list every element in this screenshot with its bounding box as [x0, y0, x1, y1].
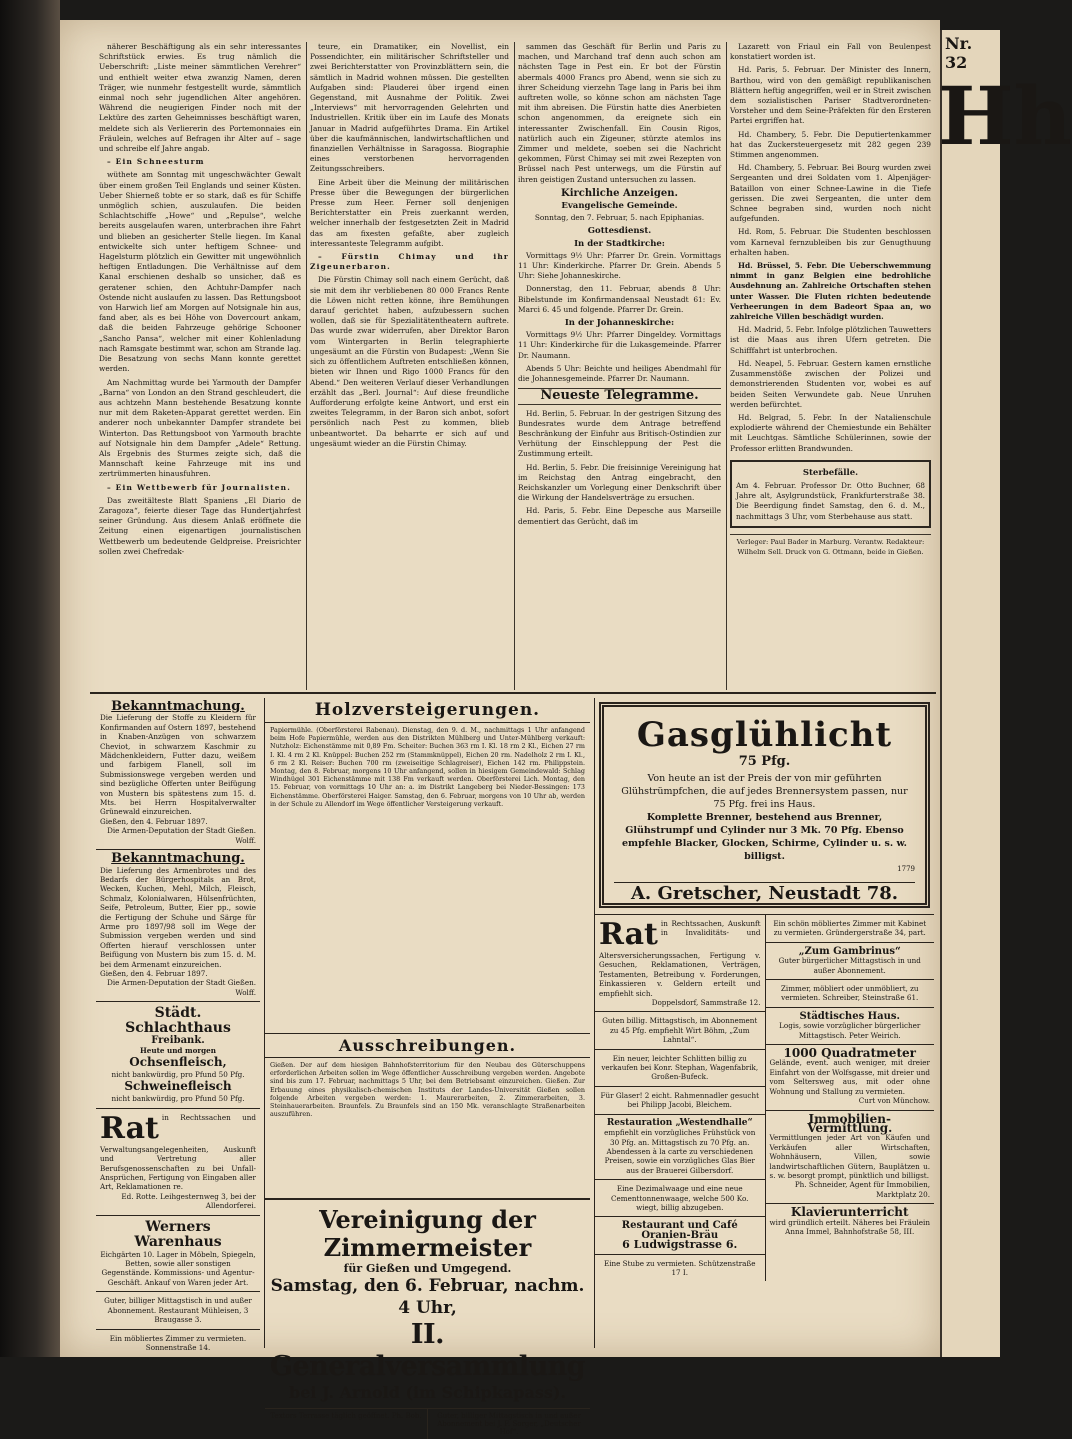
ad-westendhalle	[595, 1115, 765, 1180]
ad-column-2	[264, 698, 590, 1436]
ad-mittagstisch-3: Guten billig. Mittagstisch, im Abonnement zu 45 Pfg. empfiehlt Wirt Böhm, „Zum Lahntal“.	[595, 1012, 765, 1049]
ad-big-word: Rat	[100, 1110, 159, 1146]
ad-textors: Textors Terrasse täglich geöffnet. Ph. Bob.	[270, 1412, 422, 1420]
church-subheading: Gottesdienst.	[587, 226, 652, 237]
death-notices-heading: Sterbefälle.	[802, 467, 859, 478]
telegram-text: Hd. Chambery, 5. Febr. Die Deputiertenkammer hat das Zuckersteuergesetz mit 282 gegen 239 Stimmen angenommen.	[730, 129, 931, 160]
ad-stube: Eine Stube zu vermieten. Schützenstraße 17 I.	[603, 1258, 756, 1277]
church-heading: Kirchliche Anzeigen.	[561, 187, 678, 199]
ad-location: bei J. Arnold (im Schipkapass).	[289, 1383, 566, 1402]
church-text: Vormittags 9½ Uhr: Pfarrer Dingeldey. Vormittags 11 Uhr: Kinderkirche für die Lukasgemeinde. Pfarrer Dr. Naumann.	[518, 330, 721, 360]
article-heading: – Ein Schneesturm	[107, 157, 205, 167]
timber-auction-heading: Holzversteigerungen.	[265, 698, 590, 723]
ad-text: Guter bürgerlicher Mittagstisch in und außer Abonnement.	[778, 956, 921, 975]
section-divider	[90, 692, 936, 694]
ad-title: Städt. Schlachthaus	[125, 1005, 231, 1037]
ad-title: „Zum Gambrinus“	[798, 945, 901, 957]
ad-text: Von heute an ist der Preis der von mir geführten Glühstrümpfchen, die auf jedes Brennersystem passen, nur 75 Pfg. frei ins Haus.	[621, 773, 908, 810]
telegram-text: Hd. Belgrad, 5. Febr. In der Natalienschule explodierte während der Chemiestunde ein Behälter mit Leuchtgas. Sämtliche Schülerinnen, sowie der Professor erlitten Brandwunden.	[730, 412, 931, 453]
ad-text: Heute und morgen	[140, 1045, 216, 1055]
ad-mittagstisch-2: Guter, billiger Mittagstisch in und außer Abonnement bei J. F. Sorger, „Deutscher Hof“.	[427, 1409, 590, 1439]
telegram-text: Hd. Berlin, 5. Febr. Die freisinnige Vereinigung hat im Reichstag den Antrag eingebracht, den Reichskanzler um Vorlegung einer Denkschrift über die Wirkung der Handelsverträge zu ersuchen.	[518, 462, 721, 503]
ad-signature: Doppelsdorf, Sammstraße 12.	[651, 998, 761, 1008]
ad-bekanntmachung-2	[96, 850, 260, 1002]
ad-werner	[96, 1216, 260, 1293]
adjacent-page-number: Nr. 32	[945, 34, 973, 72]
telegram-text: Hd. Brüssel, 5. Febr. Die Ueberschwemmung nimmt in ganz Belgien eine bedrohliche Ausdehnung an. Zahlreiche Ortschaften stehen unter Wasser. Die Fluten richten bedeutende Verheerungen in dem Badeort Spaa an, wo zahlreiche Villen beschädigt wurden.	[730, 261, 931, 322]
article-text: näherer Beschäftigung als ein sehr interessantes Schriftstück erwies. Es trug nämlich die Ueberschrift: „Liste meiner sämmtlichen Verehrer“ und enthielt weiter etwa zwanzig Namen, deren Träger, wie nunmehr festgestellt wurde, sämmtlich einmal noch sehr jugendlichen Alter angehören. Während die neugierigen Finder noch mit der Lektüre des zarten Geheimnisses beschäftigt waren, meldete sich als Verliererin des Portemonnaies ein Fräulein, welches auf Befragen ihr Alter auf – sage und schreibe elf Jahre angab.	[99, 42, 301, 154]
timber-auction-text: Papiermühle. (Oberförsterei Rabenau). Dienstag, den 9. d. M., nachmittags 1 Uhr anfangend beim Hofe Papiermühle, werden aus den Distrikten Mühlberg und Unter-Mühlberg verkauft: Nutzholz: Eichenstämme mit 0,89 Fm. Scheiter: Buchen 363 rm I. Kl. 18 rm 2 Kl., Eichen 27 rm I. Kl. 4 rm 2 Kl. Knüppel: Buchen 252 rm (Stammknüppel), Eichen 20 rm. Nadelholz 2 rm I. Kl., 6 rm 2 Kl. Reiser: Buchen 700 rm (zweiseitige Schlagreiser), Eichen 142 rm. Philippstein. Montag, den 8. Februar, morgens 10 Uhr anfangend, sollen in hiesigem Gemeindewald: Schlag Windhügel 301 Eichenstämme mit 138 Fm verkauft werden. Oberförsterei Lich. Montag, den 15. Februar, von vormittags 10 Uhr an: a. im Distrikt Langeberg bei Nieder-Bessingen: 173 Eichenstämme. Oberförsterei Haiger. Samstag, den 6. Februar, morgens von 10 Uhr ab, werden in der Schule zu Allendorf im Wege öffentlicher Versteigerung verkauft.	[270, 726, 585, 808]
scan-edge-left	[0, 0, 60, 1357]
ad-number: 1779	[897, 865, 915, 873]
ad-signature: A. Gretscher, Neustadt 78.	[614, 882, 915, 900]
church-subheading: Evangelische Gemeinde.	[561, 201, 678, 212]
article-text: Am Nachmittag wurde bei Yarmouth der Dampfer „Barna“ von London an den Strand geschleudert, die aus achtzehn Mann bestehende Besatzung konnte nur mit dem Raketen-Apparat gerettet werden. Ein anderer noch unbekannter Dampfer strandete bei Winterton. Das Rettungsboot von Yarmouth brachte auf Notsignale hin dem Dampfer „Adele“ Rettung. Als Ergebnis des Sturmes zeigte sich, daß die Mannschaft keine Fahrzeuge mit ins und zertrümmerten hinausfuhren.	[99, 377, 301, 479]
ad-mittagstisch-1: Guter, billiger Mittagstisch in und außer Abonnement. Restaurant Mühleisen, 3 Braugasse 3.	[96, 1292, 260, 1329]
tenders-heading: Ausschreibungen.	[265, 1033, 590, 1058]
newspaper-page	[60, 20, 940, 1436]
ad-title: 1000 Quadratmeter	[783, 1046, 916, 1061]
article-column-2	[306, 42, 512, 690]
article-heading: – Ein Wettbewerb für Journalisten.	[107, 482, 291, 492]
ad-kabinet: Ein schön möbliertes Zimmer mit Kabinet zu vermieten. Gründergerstraße 34, part.	[766, 915, 935, 943]
ad-zimmer-2: Zimmer, möbliert oder unmöbliert, zu vermieten. Schreiber, Steinstraße 61.	[766, 980, 935, 1008]
death-notices-box	[730, 460, 931, 528]
ad-schlachthaus	[96, 1002, 260, 1109]
ad-signature: Ed. Rotte. Leihgesternweg 3, bei der Allendorferei.	[121, 1191, 256, 1211]
ad-text: Gelände, event. auch weniger, mit dreier Einfahrt von der Wolfsgasse, mit dreier und vom Seltersweg aus, mit oder ohne Wohnung und Stallung zu vermieten.	[769, 1058, 930, 1096]
ad-gambrinus	[766, 943, 935, 980]
ad-price: 75 Pfg.	[738, 754, 791, 769]
ad-text: Die Lieferung der Stoffe zu Kleidern für Konfirmanden auf Ostern 1897, bestehend in Knaben-Anzügen von schwarzem Cheviot, in schwarzem Kaschmir zu Mädchenkleidern, Futter dazu, weißem und farbigem Flanell, soll im Submissionswege vergeben werden und sind bezügliche Offerten unter Beifügung von Mustern bis spätestens zum 15. d. Mts. bei Herrn Hospitalverwalter Grünewald einzureichen.	[100, 713, 256, 817]
ad-text: empfiehlt ein vorzügliches Frühstück von 30 Pfg. an. Mittagstisch zu 70 Pfg. an. Abendessen à la carte zu verschiedenen Preisen, sowie ein vorzügliches Glas Bier aus der Brauerei Gilbersdorf.	[604, 1128, 756, 1175]
ad-oranien-braeu	[595, 1217, 765, 1254]
ad-title: Restauration „Westendhalle“	[606, 1117, 753, 1128]
ad-subtitle: Freibank.	[151, 1035, 205, 1047]
ad-immobilien	[766, 1111, 935, 1205]
ad-text: Komplette Brenner, bestehend aus Brenner, Glühstrumpf und Cylinder nur 3 Mk. 70 Pfg. Ebenso empfehle Blacker, Glocken, Schirme, Cylinder u. s. w. billigst.	[622, 812, 907, 862]
ad-subcolumn-left	[595, 915, 765, 1281]
article-column-3	[514, 42, 724, 690]
ad-date: Gießen, den 4. Februar 1897.	[100, 968, 208, 978]
ad-product: Ochsenfleisch,	[129, 1055, 227, 1069]
ad-text: Die Lieferung des Armenbrotes und des Bedarfs der Bürgerhospitals an Brot, Wecken, Kuchen, Mehl, Milch, Fleisch, Schmalz, Kolonialwaren, Hülsenfrüchten, Seife, Petroleum, Butter, Eier pp., sowie die Fertigung der Schuhe und Särge für Arme pro 1897/98 soll im Wege der Submission vergeben werden und sind Offerten hierauf verschlossen unter Beifügung von Mustern bis zum 15. d. M. bei dem Armenamt einzureichen.	[100, 865, 256, 969]
church-text: Donnerstag, den 11. Februar, abends 8 Uhr: Bibelstunde im Konfirmandensaal Neustadt 61: Ev. Marci 6. 45 und folgende. Pfarrer Dr. Grein.	[518, 284, 721, 314]
ad-schlitten: Ein neuer, leichter Schlitten billig zu verkaufen bei Konr. Stephan, Wagenfabrik, Großen-Bufeck.	[595, 1050, 765, 1087]
ad-klavierunterricht	[766, 1204, 935, 1240]
ad-text: Vermittlungen jeder Art von Käufen und Verkäufen aller Wirtschaften, Wohnhäusern, Villen, sowie landwirtschaftlichen Gütern, Bauplätzen u. s. w. besorgt prompt, pünktlich und billigst.	[769, 1133, 930, 1180]
article-column-4	[726, 42, 934, 690]
ad-title: Bekanntmachung.	[111, 699, 245, 714]
article-text: wüthete am Sonntag mit ungeschwächter Gewalt über einem großen Teil Englands und seiner Küsten. Ueber Shierneß tobte er so stark, daß es für Schiffe unmöglich schien, auszulaufen. Die beiden Schlachtschiffe „Howe“ und „Repulse“, welche bereits ausgelaufen waren, unterbrachen ihre Fahrt und blieben an gesicherter Stelle liegen. Im Kanal entwickelte sich unter heftigem Schnee- und Hagelsturm plötzlich ein Gewitter mit ungewöhnlich heftigen Entladungen. Die Verhältnisse auf dem Kanal erschienen deshalb so unsicher, daß es geratener schien, den Achtuhr-Dampfer nach Ostende nicht auslaufen zu lassen. Das Rettungsboot von Harwich lief am Morgen auf Notsignale hin aus, fand aber, als es bei Höhe von Dovercourt ankam, daß die beiden Fahrzeuge gehörige Schooner „Sancho Pansa“, welcher mit einer Kohlenladung nach Ramsgate bestimmt war, schon am Strande lag. Die Besatzung von sechs Mann konnte gerettet werden.	[99, 170, 301, 374]
ad-split	[595, 914, 934, 1281]
ad-title: Immobilien-Vermittlung.	[807, 1111, 893, 1135]
publisher-line: Verleger: Paul Bader in Marburg. Verantw. Redakteur: Wilhelm Sell. Druck von G. Ottmann, beide in Gießen.	[730, 534, 931, 557]
ad-signature: Die Armen-Deputation der Stadt Gießen. Wolff.	[107, 978, 256, 997]
telegram-text: Hd. Berlin, 5. Februar. In der gestrigen Sitzung des Bundesrates wurde dem Antrage betreffend Beschränkung der Einfuhr aus Britisch-Ostindien zur Verhütung der Einschleppung der Pest die Zustimmung erteilt.	[518, 408, 721, 459]
ad-subtitle: für Gießen und Umgegend.	[343, 1262, 512, 1275]
church-text: Sonntag, den 7. Februar, 5. nach Epiphanias.	[534, 213, 705, 223]
telegram-heading: Neueste Telegramme.	[518, 388, 721, 404]
article-heading: – Fürstin Chimay und ihr Zigeunerbaron.	[310, 252, 509, 272]
ad-price: nicht bankwürdig, pro Pfund 50 Pfg.	[111, 1070, 245, 1079]
ad-address: 6 Ludwigstrasse 6.	[622, 1238, 738, 1252]
ad-title: Werners Warenhaus	[134, 1218, 222, 1250]
ad-text: in Rechtssachen und Verwaltungsangelegenheiten, Auskunft und Vertretung aller Berufsgenossenschaften zu bei Unfall-Ansprüchen, Fertigung von Eingaben aller Art, Reklamationen re.	[100, 1112, 256, 1192]
ad-text: in Rechtssachen, Auskunft in Invaliditäts- und Altersversicherungssachen, Fertigung v. Gesuchen, Reklamationen, Verträgen, Testamenten, Betreibung v. Forderungen, Einkassieren v. Geldern erteilt und empfiehlt sich.	[599, 919, 761, 998]
ad-gasgluehlicht	[599, 702, 930, 908]
article-text: Das zweitälteste Blatt Spaniens „El Diario de Zaragoza“, feierte dieser Tage das Hundertjahrfest seiner Gründung. Aus diesem Anlaß eröffnete die Zeitung einen eigenartigen journalistischen Wettbewerb um bedeutende Geldpreise. Preisrichter sollen zwei Chefredak-	[99, 495, 301, 556]
tenders-text: Gießen. Der auf dem hiesigen Bahnhofsterritorium für den Neubau des Güterschuppens erforderlichen Arbeiten sollen im Wege öffentlicher Ausschreibung vergeben werden. Angebote sind bis zum 17. Februar, nachmittags 5 Uhr, bei dem Betriebsamt einzureichen. Gießen. Zur Erbauung eines physikalisch-chemischen Instituts der Landes-Universität Gießen sollen folgende Arbeiten vergeben werden: 1. Maurerarbeiten, 2. Zimmerarbeiten, 3. Steinhauerarbeiten. Braunfels. Zu Braunfels sind an 150 Mk. veranschlagte Straßenarbeiten auszuführen.	[270, 1061, 585, 1119]
ad-text: Logis, sowie vorzüglicher bürgerlicher Mittagstisch. Peter Weirich.	[779, 1021, 921, 1040]
ad-title: Bekanntmachung.	[111, 851, 245, 867]
article-text: sammen das Geschäft für Berlin und Paris zu machen, und Marchand traf denn auch schon am nächsten Tage in Pest ein. Er bot der Fürstin abermals 4000 Francs pro Abend, wenn sie sich zu ihrer Scheidung vierzehn Tage lang in Paris bei ihm auftreten wolle, so könne schon am nächsten Tage mit ihm abreisen. Die Fürstin hatte dies Anerbieten schon angenommen, da ereignete sich ein interessanter Zwischenfall. Ein Cousin Rigos, natürlich auch ein Zigeuner, stürzte atemlos ins Zimmer und meldete, soeben sei die Nachricht gekommen, Fürst Chimay sei mit zwei Rezepten von Brüssel nach Pest unterwegs, um die Fürstin auf ihren geistigen Zustand untersuchen zu lassen.	[518, 42, 721, 184]
ad-rat-1	[96, 1109, 260, 1216]
ad-zimmer-1: Ein möbliertes Zimmer zu vermieten. Sonnenstraße 14.	[109, 1333, 247, 1352]
ad-title: Gasglühlicht	[636, 715, 893, 755]
church-subheading: In der Stadtkirche:	[574, 238, 665, 249]
ad-date: Gießen, den 4. Februar 1897.	[100, 816, 208, 826]
death-notices-text: Am 4. Februar. Professor Dr. Otto Buchner, 68 Jahre alt, Asylgrundstück, Frankfurterstraße 38. Die Beerdigung findet Samstag, den 6. d. M., nachmittags 3 Uhr, vom Sterbehause aus statt.	[736, 480, 925, 521]
ad-glaser: Für Glaser! 2 eicht. Rahmennadler gesucht bei Philipp Jacobi, Bleichem.	[595, 1087, 765, 1115]
article-text: teure, ein Dramatiker, ein Novellist, ein Possendichter, ein militärischer Schriftsteller und zwei Berichterstatter von Provinzblättern sein, die sämtlich in Madrid wohnen müssen. Die gestellten Aufgaben sind: Plauderei über irgend einen Gegenstand, mit Ausnahme der Politik. Zwei „Interviews“ mit hervorragenden Gelehrten und Industriellen. Kritik über ein im Laufe des Monats Januar in Madrid aufgeführtes Drama. Ein Artikel über die kaufmännischen, landwirtschaftlichen und finanziellen Verhältnisse in Saragossa. Biographie eines verstorbenen hervorragenden Zeitungsschreibers.	[310, 42, 509, 174]
ad-date: Samstag, den 6. Februar, nachm. 4 Uhr,	[270, 1276, 585, 1318]
ad-staedtisches-haus	[766, 1008, 935, 1045]
telegram-text: Hd. Paris, 5. Februar. Der Minister des Innern, Barthou, wird von den gemäßigt republikanischen Blättern heftig angegriffen, weil er in Streit zwischen dem sozialistischen Pariser Stadtverordneten-Vorsteher und dem Seine-Präfekten für den Ersteren Partei ergriffen hat.	[730, 65, 931, 126]
ad-title: Städtisches Haus.	[799, 1010, 900, 1022]
church-subheading: In der Johanneskirche:	[564, 318, 675, 329]
ad-bekanntmachung-1	[96, 698, 260, 850]
ad-title: Klavierunterricht	[790, 1205, 909, 1220]
article-text: Die Fürstin Chimay soll nach einem Gerücht, daß sie mit dem ihr verbliebenen 80 000 Francs Rente die Löwen nicht retten könne, ihre Bemühungen darauf gerichtet haben, aufzubessern suchen wollen, daß sie für Spezialitätentheatern auftrete. Das wurde zwar widerrufen, aber Direktor Baron vom Wintergarten in Berlin telegraphierte ungesäumt an die Fürstin von Budapest: „Wenn Sie sich zu öffentlichem Auftreten entschließen können, bieten wir Ihnen und Rigo 1000 Francs für den Abend.“ Den weiteren Verlauf dieser Verhandlungen erzählt das „Berl. Journal“: Auf diese freundliche Aufforderung erfolgte keine Antwort, und erst ein zweites Telegramm, in der Baron sich anbot, sofort persönlich nach Pest zu kommen, blieb unbeantwortet. Da beharrte er sich auf und ungesäumt wieder an die Fürstin Chimay.	[310, 275, 509, 448]
ad-zimmermeister	[265, 1198, 590, 1408]
church-text: Abends 5 Uhr: Beichte und heiliges Abendmahl für die Johannesgemeinde. Pfarrer Dr. Naumann.	[518, 363, 721, 384]
ad-title: Vereinigung der Zimmermeister	[319, 1205, 536, 1262]
ad-bottom-row	[265, 1408, 590, 1439]
ad-signature: Die Armen-Deputation der Stadt Gießen. Wolff.	[107, 826, 256, 845]
telegram-text: Lazarett von Friaul ein Fall von Beulenpest konstatiert worden ist.	[730, 42, 931, 62]
ad-quadratmeter	[766, 1045, 935, 1110]
advertisement-section	[96, 698, 934, 1436]
ad-event: II. Generalversammlung	[269, 1319, 586, 1382]
telegram-text: Hd. Chambery, 5. Februar. Bei Bourg wurden zwei Sergeanten und drei Soldaten vom 1. Alpenjäger-Bataillon von einer Schnee-Lawine in die Tiefe gerissen. Die zwei Sergeanten, die unter dem Schnee begraben sind, wurden noch nicht aufgefunden.	[730, 163, 931, 224]
ad-dezimalwaage: Eine Dezimalwaage und eine neue Cementtonnenwaage, welche 500 Ko. wiegt, billig abzugeben.	[595, 1180, 765, 1217]
church-text: Vormittags 9½ Uhr: Pfarrer Dr. Grein. Vormittags 11 Uhr: Kinderkirche. Pfarrer Dr. Grein. Abends 5 Uhr: Siehe Johanneskirche.	[518, 250, 721, 281]
ad-signature: Ph. Schneider, Agent für Immobilien, Marktplatz 20.	[794, 1180, 930, 1199]
ad-rat-2	[595, 915, 765, 1012]
article-text: Eine Arbeit über die Meinung der militärischen Presse über die Bewegungen der bürgerlichen Presse zum Heer. Ferner soll denjenigen Berichterstatter ein Preis zuerkannt werden, welcher innerhalb der festgesetzten Zeit in Madrid das am fixesten gefaßte, aber zugleich interessanteste Telegramm aufgibt.	[310, 177, 509, 248]
ad-signature: Curt von Münchow.	[858, 1096, 930, 1106]
adjacent-page-edge	[938, 30, 1072, 1357]
ad-text: wird gründlich erteilt. Näheres bei Fräulein Anna Immel, Bahnhofstraße 58, III.	[769, 1217, 930, 1236]
article-columns	[96, 42, 934, 690]
ad-subcolumn-right	[765, 915, 935, 1281]
telegram-text: Hd. Paris, 5. Febr. Eine Depesche aus Marseille dementiert das Gerücht, daß im	[518, 506, 721, 526]
adjacent-masthead-fragment: Hh	[938, 69, 1072, 163]
ad-big-word: Rat	[599, 917, 658, 952]
ad-product: Schweinefleisch	[124, 1079, 232, 1094]
ad-column-3	[594, 698, 934, 1348]
ad-price: nicht bankwürdig, pro Pfund 50 Pfg.	[111, 1094, 245, 1104]
ad-text: Eichgärten 10. Lager in Möbeln, Spiegeln, Betten, sowie aller sonstigen Gegenstände. Kommissions- und Agentur-Geschäft. Ankauf von Waren jeder Art.	[100, 1249, 256, 1287]
article-column-1	[96, 42, 304, 690]
telegram-text: Hd. Neapel, 5. Februar. Gestern kamen ernstliche Zusammenstöße zwischen der Polizei und demonstrierenden Studenten vor, wobei es auf beiden Seiten Verwundete gab. Neue Unruhen werden befürchtet.	[730, 358, 931, 409]
ad-title: Restaurant und Café Oranien-Bräu	[621, 1220, 738, 1241]
ad-column-1	[96, 698, 260, 1352]
telegram-text: Hd. Madrid, 5. Febr. Infolge plötzlichen Tauwetters ist die Maas aus ihren Ufern getreten. Die Schifffahrt ist unterbrochen.	[730, 325, 931, 355]
telegram-text: Hd. Rom, 5. Februar. Die Studenten beschlossen vom Karneval fernzubleiben bis zur Genugthuung erhalten haben.	[730, 227, 931, 257]
